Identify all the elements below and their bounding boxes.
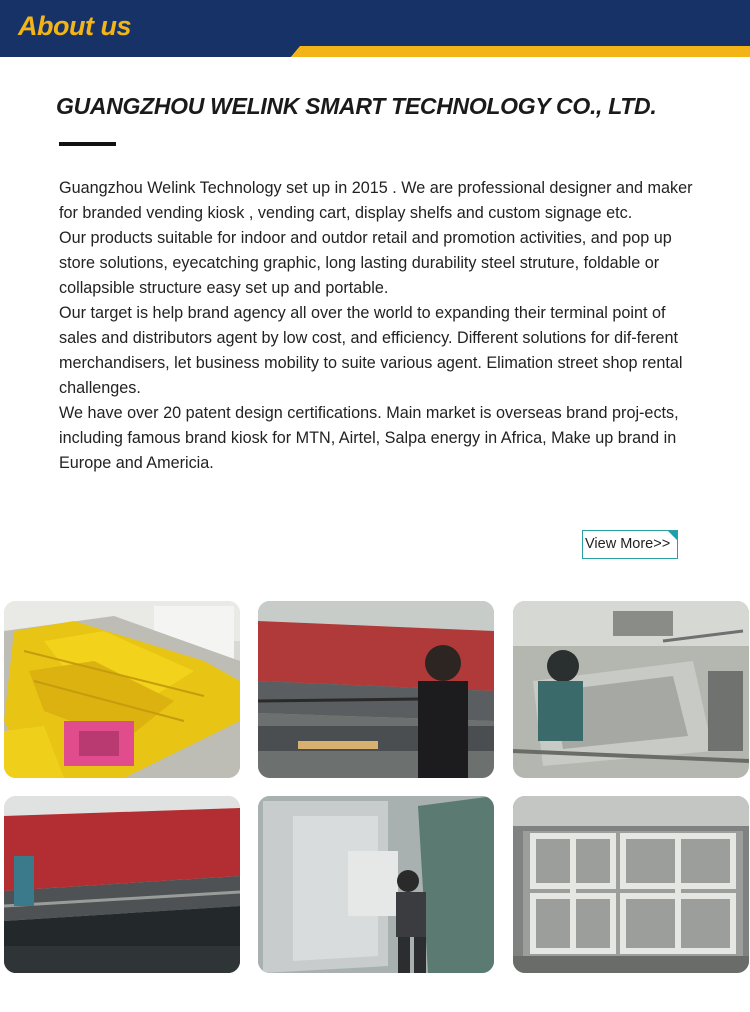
view-more-button[interactable]: [582, 530, 678, 559]
yellow-kiosk-parts-photo: [4, 601, 240, 778]
shearing-machine-worker-photo: [258, 601, 494, 778]
spray-painting-booth-photo: [258, 796, 494, 973]
header-banner: [0, 0, 750, 57]
description-paragraph: Our target is help brand agency all over the world to expanding their terminal point of sales and distributors agent by low cost, and efficiency. Different solutions for dif-ferent merchandisers, let business mobility to suite various agent. Elimation street shop rental challenges.: [59, 304, 683, 397]
banner-accent-stripe: [290, 46, 750, 57]
corner-triangle-icon: [668, 531, 677, 540]
title-underline: [59, 142, 116, 146]
company-description: [59, 176, 699, 476]
frame-welding-worker-photo: [513, 601, 749, 778]
view-more-label: View More>>: [585, 536, 671, 552]
description-paragraph: Guangzhou Welink Technology set up in 2015 . We are professional designer and maker for branded vending kiosk , vending cart, display shelfs and custom signage etc.: [59, 179, 693, 222]
description-paragraph: Our products suitable for indoor and outdor retail and promotion activities, and pop up store solutions, eyecatching graphic, long lasting durability steel struture, foldable or collapsible structure easy set up and portable.: [59, 229, 672, 297]
company-name: GUANGZHOU WELINK SMART TECHNOLOGY CO., LTD.: [56, 93, 657, 119]
white-metal-frames-photo: [513, 796, 749, 973]
red-press-brake-photo: [4, 796, 240, 973]
description-paragraph: We have over 20 patent design certifications. Main market is overseas brand proj-ects, including famous brand kiosk for MTN, Airtel, Salpa energy in Africa, Make up brand in Europe and Americia.: [59, 404, 679, 472]
section-title: About us: [18, 11, 131, 41]
